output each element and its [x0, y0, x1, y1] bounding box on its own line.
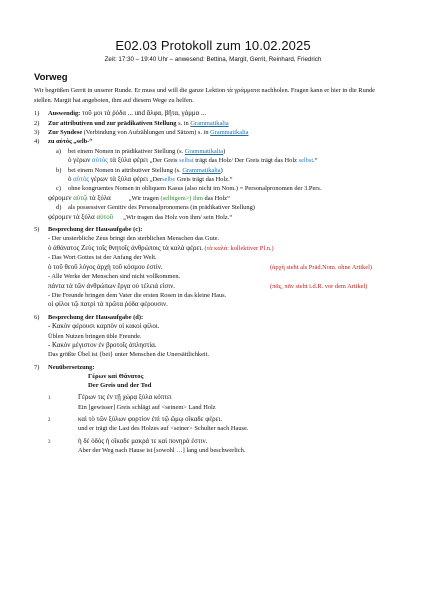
greek-highlight: αὐτοῦ [96, 213, 114, 221]
hausaufgabe-c-line [34, 244, 392, 253]
item-4b [34, 166, 392, 175]
greek-text: φέρομεν [48, 194, 74, 202]
poem-title-german: Der Greis und der Tod [88, 382, 152, 390]
german-sentence: Üblen Nutzen bringen üble Freunde. [48, 332, 142, 340]
item-3 [34, 128, 392, 137]
german-sentence: - Die Freunde bringen dem Vater die ersten Rosen in das kleine Haus. [48, 291, 227, 299]
hausaufgabe-c-line [34, 234, 392, 243]
translation-text: „Der [149, 176, 163, 184]
item-4d [34, 203, 392, 212]
subitem-text-end: ) [220, 166, 223, 174]
grammatikalia-link[interactable]: Grammatikalia [182, 166, 221, 174]
translation-text: Greis trägt das Holz.“ [175, 176, 233, 184]
item-4c [34, 184, 392, 193]
vorweg-text: Wir begrüßen Gerrit in unserer Runde. Er muss und will die ganze Lektion τὰ γράμματα nachholen. Fragen kann er hier in die Runde stellen. Margit hat angeboten, ihm auf diesem Wege zu helfen. [34, 87, 375, 104]
german-translation: und er trägt die Last des Holzes auf <seiner> Schulter nach Hause. [78, 425, 249, 433]
subitem-letter: b) [56, 166, 62, 174]
hausaufgabe-c-line [34, 291, 392, 300]
subitem-text: als possessiver Genitiv des Personalpronomens (in prädikativer Stellung) [68, 204, 255, 212]
greek-sentence: - Κακὸν μέγιστον ἐν βροτοῖς ἀπληστία. [48, 341, 157, 349]
item-label: Besprechung der Hausaufgabe (d): [48, 313, 144, 321]
poem-line [34, 415, 392, 434]
item-label: Neuübersetzung: [48, 363, 95, 371]
grammar-note: (τὰ καλά: kollektiver Pl.n.) [204, 244, 274, 252]
greek-sentence: πάντα τὰ τῶν ἀνθρώπων ἔργα οὐ τέλειά εἰσιν. [48, 282, 175, 290]
item-label: Besprechung der Hausaufgabe (c): [48, 226, 143, 234]
greek-text: ὁ [68, 176, 74, 184]
line-number: 1 [48, 396, 51, 402]
greek-verse: καὶ τὸ τῶν ξύλων φορτίον ἐπὶ τῷ ὤμῳ οἴκαδε φέρει. [78, 415, 223, 423]
item-label: zu αὐτός „selb-“ [48, 138, 93, 146]
german-translation: Ein [gewisser] Greis schlägt auf <seinem> Land Holz [78, 403, 216, 411]
item-7 [34, 363, 392, 372]
grammar-note: (πᾶς, πᾶν steht i.d.R. vor dem Artikel) [270, 282, 368, 290]
item-label: Auswendig: [48, 110, 81, 118]
poem-line [34, 437, 392, 456]
greek-sentence: - Κακὸν φέρουσι καρπὸν οἱ κακοὶ φίλοι. [48, 323, 160, 331]
german-sentence: Das größte Übel ist {bei} unter Menschen die Unersättlichkeit. [48, 351, 210, 359]
item-number: 4) [34, 138, 40, 146]
item-2 [34, 119, 392, 128]
item-4a [34, 147, 392, 156]
german-sentence: - Der unsterbliche Zeus bringt den sterblichen Menschen das Gute. [48, 235, 220, 243]
item-label: Zur attributiven und zur prädikativen Stellung [48, 119, 177, 127]
line-number: 3 [48, 439, 51, 445]
translation-text: das Holz“ [202, 194, 230, 202]
item-text: s. in [176, 119, 191, 127]
subitem-letter: d) [56, 204, 62, 212]
poem-title-greek: Γέρων καὶ Θάνατος [88, 373, 144, 381]
translation-text: trägt das Holz/ Der Greis trägt das Holz [193, 157, 299, 165]
item-number: 5) [34, 226, 40, 234]
item-text: (Verbindung von Aufzählungen und Sätzen) s. in [82, 129, 211, 136]
hausaufgabe-c-line [34, 300, 392, 309]
translation-text: „Wir tragen das Holz von ihm/ sein Holz.“ [123, 213, 233, 221]
grammatikalia-link[interactable]: Grammatikalia [210, 129, 249, 136]
translation-highlight: selbst [179, 157, 194, 165]
greek-highlight: αὐτῷ [73, 194, 88, 202]
item-text: τοῦ μοι τὰ ῥόδα ... und ἄλφα, βῆτα, γάμμα ... [80, 110, 207, 118]
item-4d-example [34, 213, 392, 222]
greek-sentence: ὁ ἀθάνατος Ζεὺς τοῖς θνητοῖς ἀνθρώποις τὰ καλὰ φέρει. [48, 244, 203, 252]
hausaufgabe-c-line [34, 272, 392, 281]
hausaufgabe-c-line [34, 253, 392, 262]
greek-verse: Γέρων τις ἐν τῇ χώρᾳ ξύλα κόπτει [78, 394, 172, 402]
line-number: 2 [48, 417, 51, 423]
translation-highlight: (selbigem>) ihm [160, 194, 203, 202]
page-subtitle: Zeit: 17:30 – 19:40 Uhr – anwesend: Bettina, Margit, Gerrit, Reinhard, Friedrich [104, 56, 322, 63]
item-4b-example [34, 175, 392, 184]
item-4c-example [34, 194, 392, 203]
page-title: E02.03 Protokoll zum 10.02.2025 [115, 38, 311, 53]
item-number: 7) [34, 363, 40, 371]
greek-text: τὰ ξύλα φέρει [107, 157, 150, 165]
german-translation: Aber der Weg nach Hause ist [sowohl …] lang und beschwerlich. [78, 447, 246, 455]
item-label: Zur Syndese [48, 129, 83, 136]
hausaufgabe-c-line [34, 282, 392, 291]
vorweg-heading: Vorweg [34, 72, 68, 83]
greek-sentence: οἱ φίλοι τῷ πατρὶ τὰ πρῶτα ῥόδα φέρουσιν. [48, 301, 168, 309]
translation-text: .“ [313, 157, 318, 165]
translation-text: „Der Greis [149, 157, 180, 165]
item-5 [34, 225, 392, 234]
german-sentence: - Alle Werke der Menschen sind nicht vollkommen. [48, 273, 181, 281]
hausaufgabe-d-line [34, 332, 392, 341]
greek-highlight: αὐτὸς [91, 157, 108, 165]
translation-text: „Wir tragen [128, 194, 161, 202]
item-6 [34, 313, 392, 322]
item-number: 1) [34, 110, 40, 118]
grammatikalia-link[interactable]: Grammatikalia [184, 147, 224, 155]
hausaufgabe-d-line [34, 322, 392, 331]
item-1 [34, 109, 392, 118]
item-number: 2) [34, 119, 40, 127]
greek-text: γέρων τὰ ξύλα φέρει [89, 176, 150, 184]
grammatikalia-link[interactable]: Grammatikalia [190, 119, 229, 127]
greek-text: φέρομεν τὰ ξύλα [48, 213, 97, 221]
subitem-text: bei einem Nomen in prädikativer Stellung (s. [68, 147, 185, 155]
greek-highlight: αὐτὸς [73, 176, 90, 184]
greek-text: τὰ ξύλα [87, 194, 111, 202]
greek-text: ὁ γέρων [68, 157, 92, 165]
hausaufgabe-d-line [34, 350, 392, 359]
translation-highlight: selbst [298, 157, 314, 165]
item-number: 6) [34, 313, 40, 321]
hausaufgabe-c-line [34, 263, 392, 272]
subitem-letter: c) [56, 185, 61, 193]
poem-line [34, 393, 392, 412]
grammar-note: (ἀρχὴ steht als Präd.Nom. ohne Artikel) [270, 263, 372, 271]
subitem-text: bei einem Nomen in attributiver Stellung (s. [68, 166, 183, 174]
item-4 [34, 137, 392, 146]
item-4a-example [34, 156, 392, 165]
item-number: 3) [34, 129, 40, 136]
translation-highlight: selbe [162, 176, 176, 184]
german-sentence: - Das Wort Gottes ist der Anfang der Welt. [48, 254, 157, 262]
hausaufgabe-d-line [34, 341, 392, 350]
greek-sentence: ὁ τοῦ θεοῦ λόγος ἀρχὴ τοῦ κόσμου ἐστίν. [48, 263, 163, 271]
greek-verse: ἡ δὲ ὁδὸς ἡ οἴκαδε μακρά τε καὶ πονηρά ἐστιν. [78, 437, 208, 445]
subitem-text-end: ) [223, 147, 226, 155]
subitem-text: ohne kongruentes Nomen in obliquem Kasus (also nicht im Nom.) = Personalpronomen der 3.Pers. [68, 185, 322, 193]
subitem-letter: a) [56, 147, 61, 155]
